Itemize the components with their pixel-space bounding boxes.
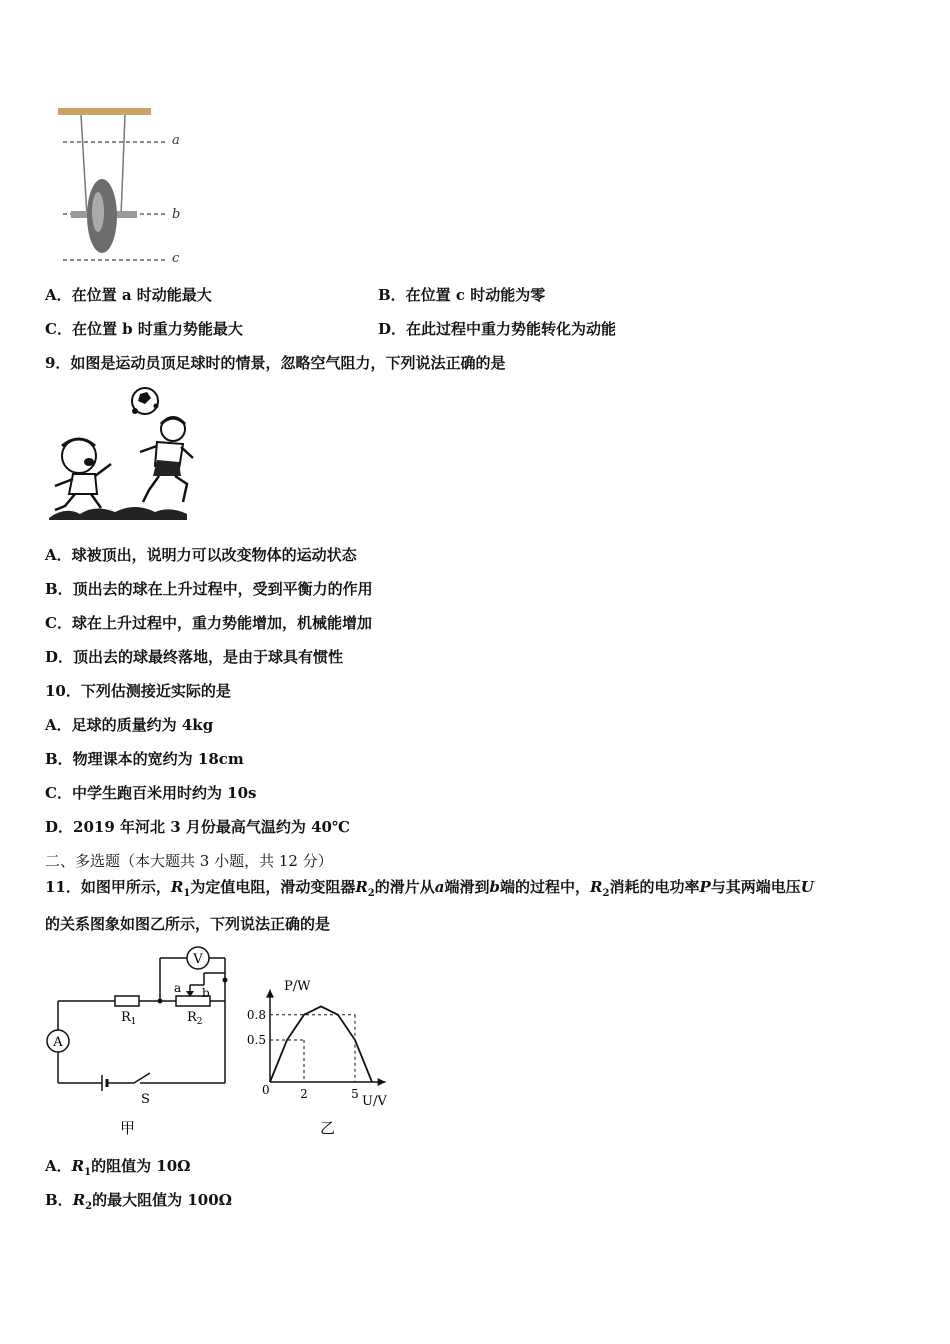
power-curve — [270, 1006, 372, 1082]
label-c: c — [172, 251, 180, 266]
circuit-caption: 甲 — [120, 1119, 136, 1137]
y-tick-label-0.5: 0.5 — [246, 1033, 266, 1047]
kid-right-shorts — [153, 460, 181, 476]
q11-stem-line1: 11．如图甲所示，$R_1$为定值电阻，滑动变阻器$R_2$的滑片从a端滑到b端的过程中，$R_2$消耗的电功率P与其两端电压U — [45, 878, 814, 899]
string-right — [121, 115, 125, 216]
q9-option-b: B．顶出去的球在上升过程中，受到平衡力的作用 — [45, 580, 373, 598]
q8-option-a: A．在位置 a 时动能最大 — [45, 286, 212, 304]
q10-option-c: C．中学生跑百米用时约为 10s — [45, 784, 257, 802]
kid-left-body — [69, 474, 97, 494]
q10-option-d: D．2019 年河北 3 月份最高气温约为 40℃ — [45, 818, 350, 836]
voltmeter-label: V — [193, 952, 203, 967]
x-tick-label-5: 5 — [351, 1087, 359, 1101]
q9-figure-heading-ball — [45, 384, 195, 522]
q8-figure-maxwell-wheel — [55, 104, 195, 272]
q9-option-d: D．顶出去的球最终落地，是由于球具有惯性 — [45, 648, 344, 666]
q11-option-b: B．$R_2$的最大阻值为 100Ω — [45, 1191, 233, 1212]
q8-option-d: D．在此过程中重力势能转化为动能 — [378, 320, 617, 338]
q9-stem: 9．如图是运动员顶足球时的情景，忽略空气阻力，下列说法正确的是 — [45, 354, 506, 372]
y-axis-label: P/W — [284, 979, 311, 994]
q8-option-c: C．在位置 b 时重力势能最大 — [45, 320, 243, 338]
x-axis-arrow — [378, 1078, 386, 1086]
switch-label: S — [141, 1092, 150, 1107]
origin-label: 0 — [262, 1083, 270, 1097]
grass — [49, 507, 187, 520]
resistor-r1 — [115, 996, 139, 1006]
q10-stem: 10．下列估测接近实际的是 — [45, 682, 231, 700]
q11-power-voltage-graph — [240, 960, 400, 1140]
x-axis-label: U/V — [362, 1094, 387, 1109]
q11-option-a: A．$R_1$的阻值为 10Ω — [45, 1157, 191, 1178]
q9-option-c: C．球在上升过程中，重力势能增加，机械能增加 — [45, 614, 372, 632]
r1-label: $R_1$ — [121, 1010, 137, 1027]
q10-option-b: B．物理课本的宽约为 18cm — [45, 750, 244, 768]
y-tick-label-0.8: 0.8 — [246, 1007, 266, 1022]
string-left — [81, 115, 87, 216]
terminal-a-label: a — [174, 981, 182, 995]
q10-option-a: A．足球的质量约为 4kg — [45, 716, 214, 734]
x-tick-label-2: 2 — [300, 1087, 308, 1101]
ammeter-label: A — [53, 1035, 63, 1050]
q11-circuit-diagram — [40, 945, 240, 1140]
graph-caption: 乙 — [320, 1119, 336, 1137]
label-b: b — [172, 207, 181, 222]
terminal-b-label: b — [202, 986, 210, 1000]
section-2-title: 二、多选题（本大题共 3 小题，共 12 分） — [45, 852, 333, 870]
y-axis-arrow — [266, 990, 274, 998]
q8-option-b: B．在位置 c 时动能为零 — [378, 286, 546, 304]
support-bar — [58, 108, 151, 115]
switch-blade — [134, 1073, 150, 1083]
q11-stem-line2: 的关系图象如图乙所示，下列说法正确的是 — [45, 915, 331, 933]
label-a: a — [172, 133, 180, 148]
r2-label: $R_2$ — [187, 1010, 203, 1027]
q9-option-a: A．球被顶出，说明力可以改变物体的运动状态 — [45, 546, 357, 564]
wheel-highlight — [92, 192, 104, 232]
